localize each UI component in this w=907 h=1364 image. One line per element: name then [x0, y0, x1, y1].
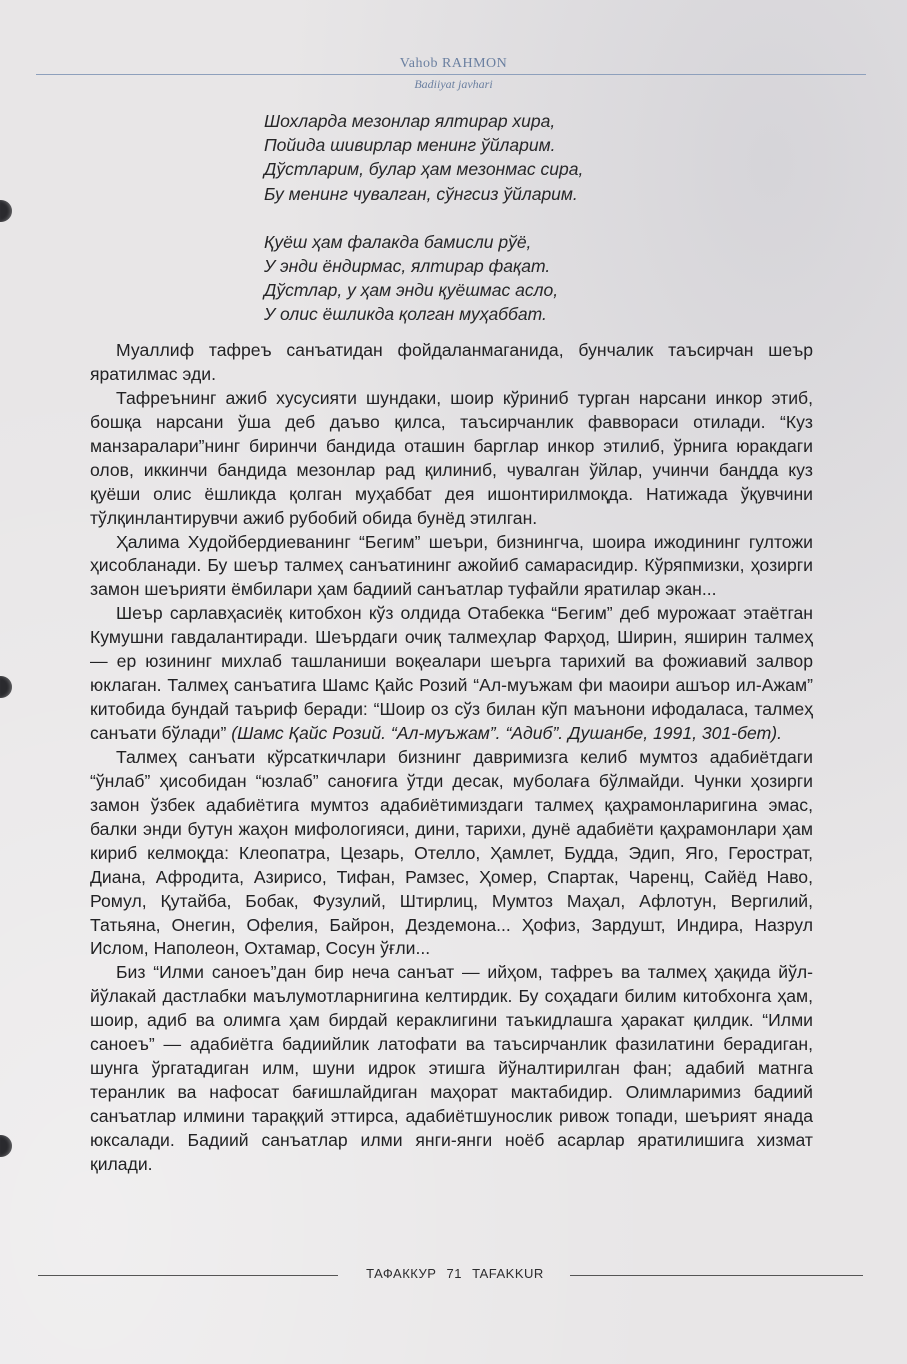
footer-journal-cyrillic: ТАФАККУР [366, 1266, 437, 1281]
paragraph: Биз “Илми саноеъ”дан бир неча санъат — ийҳом, тафреъ ва талмеҳ ҳақида йўл-йўлакай дастлабки маълумотларнигина келтирдик. Бу соҳадаги билим китобхонга ҳам, шоир, адиб ва олимга ҳам бирдай кераклигини таъкидлашга ҳаракат қилдик. “Илми саноеъ” — адабиётга бадиийлик латофати ва таъсирчанлик фазилатини берадиган, шунга ўргатадиган илм, шуни идрок этишга йўналтирилган фан; адабий матнга теранлик ва нафосат бағишлайдиган маҳорат мактабидир. Олимларимиз бадиий санъатлар илмини тараққий эттирса, адабиётшунослик ривож топади, шеърият янада юксалади. Бадиий санъатлар илми янги-янги ноёб асарлар яратилишига хизмат қилади. [90, 962, 813, 1174]
paragraph [90, 602, 813, 746]
header-author: Vahob RAHMON [399, 56, 508, 71]
poem-stanza-1 [264, 109, 583, 206]
header-subtitle: Badiiyat javhari [414, 77, 493, 91]
paragraph: Ҳалима Худойбердиеванинг “Бегим” шеъри, бизнингча, шоира ижодининг гултожи ҳисобланади. Бу шеър талмеҳ санъатининг ажойиб самарасидир. Кўряпмизки, ҳозирги замон шеърияти ёмбилари ҳам бадиий санъатлар туфайли яратилар экан... [90, 531, 813, 600]
poem-line: Қуёш ҳам фалакда бамисли рўё, [264, 231, 532, 252]
page-number: 71 [446, 1266, 463, 1281]
header-rule [36, 74, 866, 75]
footer-rule-right [570, 1275, 863, 1276]
paragraph: Талмеҳ санъати кўрсаткичлари бизнинг давримизга келиб мумтоз адабиётдаги “ўнлаб” ҳисобидан “юзлаб” саноғига ўтди десак, муболаға бўлмайди. Чунки ҳозирги замон ўзбек адабиётига мумтоз адабиётимиздаги талмеҳ қаҳрамонларигина эмас, балки энди бутун жаҳон мифологияси, дини, тарихи, дунё адабиёти қаҳрамонлари ҳам кириб келмоқда: Клеопатра, Цезарь, Отелло, Ҳамлет, Будда, Эдип, Яго, Герострат, Диана, Афродита, Азирисо, Тифан, Рамзес, Ҳомер, Спартак, Чаренц, Сайёд Наво, Ромул, Қутайба, Бобак, Фузулий, Штирлиц, Мумтоз Маҳал, Афлотун, Вергилий, Татьяна, Онегин, Офелия, Байрон, Дездемона... Ҳофиз, Зардушт, Индира, Назрул Ислом, Наполеон, Охтамар, Сосун ўғли... [90, 746, 813, 959]
footer-rule-left [38, 1275, 338, 1276]
poem-line: У олис ёшликда қолган муҳаббат. [264, 304, 547, 325]
citation: (Шамс Қайс Розий. “Ал-муъжам”. “Адиб”. Душанбе, 1991, 301-бет). [231, 723, 783, 743]
paragraph: Тафреънинг ажиб хусусияти шундаки, шоир кўриниб турган нарсани инкор этиб, бошқа нарсани ўша деб даъво қилса, таъсирчанлик фаввораси отилади. “Куз манзаралари”нинг биринчи бандида оташин барглар инкор этилиб, ўрнига юракдаги олов, иккинчи бандида мезонлар рад қилиниб, чувалган ўйлар, учинчи бандда куз қуёши олис ёшликда қолган муҳаббат дея ишонтирилмоқда. Натижада ўқувчини тўлқинлантирувчи ажиб рубобий обида бунёд этилган. [90, 387, 813, 528]
poem-line: Дўстларим, булар ҳам мезонмас сира, [264, 159, 584, 180]
poem-line: Шохларда мезонлар ялтирар хира, [264, 111, 556, 131]
paragraph: Муаллиф тафреъ санъатидан фойдаланмаганида, бунчалик таъсирчан шеър яратилмас эди. [90, 340, 813, 384]
paragraph-text: Шеър сарлавҳасиёқ китобхон кўз олдида Отабекка “Бегим” деб мурожаат этаётган Кумушни гавдалантиради. Шеърдаги очиқ талмеҳлар Фарҳод, Ширин, яширин талмеҳ — ер юзининг михлаб ташланиши воқеалари шеърга тарихий ва фожиавий залвор юклаган. Талмеҳ санъатига Шамс Қайс Розий “Ал-муъжам фи маоири ашъор ил-Ажам” китобида бундай таъриф беради: “Шоир оз сўз билан кўп маънони ифодаласа, талмеҳ санъати бўлади” [90, 603, 813, 743]
footer-journal-latin: TAFAKKUR [472, 1266, 544, 1281]
poem [264, 109, 583, 351]
poem-stanza-2 [264, 230, 583, 327]
poem-line: Пойида шивирлар менинг ўйларим. [264, 135, 556, 156]
poem-line: Дўстлар, у ҳам энди қуёшмас асло, [264, 280, 559, 301]
article-body [90, 339, 813, 1177]
running-footer [340, 1266, 570, 1281]
running-header [0, 56, 907, 72]
poem-line: У энди ёндирмас, ялтирар фақат. [264, 256, 551, 277]
poem-line: Бу менинг чувалган, сўнгсиз ўйларим. [264, 183, 578, 204]
